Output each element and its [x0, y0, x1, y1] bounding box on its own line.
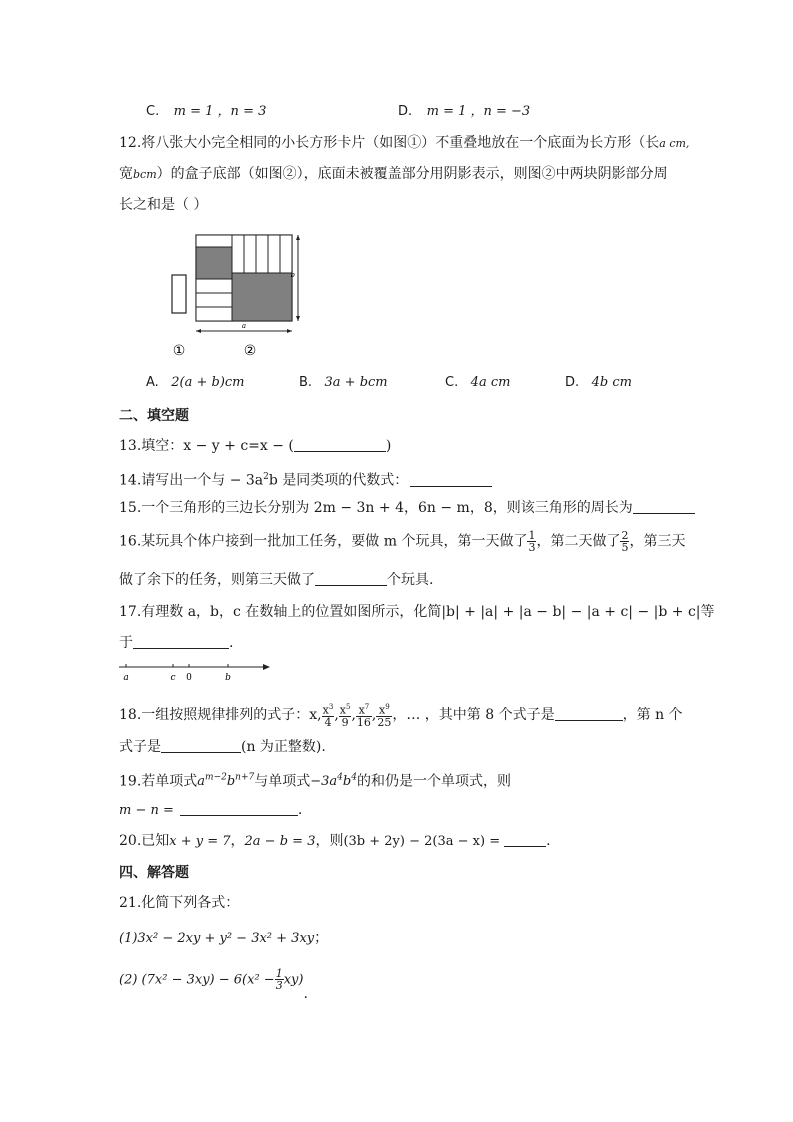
q18-text: ，… ，其中第 8 个式子是 — [392, 706, 555, 723]
q12-text: 12.将八张大小完全相同的小长方形卡片（如图①）不重叠地放在一个底面为长方形（长 — [119, 135, 660, 151]
q12-option-c — [445, 372, 510, 393]
q20-text: . — [546, 833, 551, 849]
monomial-2: $-3a^4b^4$ — [310, 773, 357, 790]
fraction-two-fifths: $\frac{2}{5}$ — [621, 529, 629, 554]
option-label: C. — [445, 375, 459, 390]
q21-expression-2-end: xy) — [283, 972, 304, 988]
q12-figure — [160, 225, 310, 360]
axis-label-a: a — [123, 673, 129, 683]
figure-2-label: ② — [243, 343, 257, 359]
option-label: A. — [146, 375, 159, 390]
question-21-part-2 — [119, 967, 308, 1002]
answer-blank[interactable] — [633, 498, 695, 514]
q12-text: ）的盒子底部（如图②），底面未被覆盖部分用阴影表示，则图②中两块阴影部分周 — [156, 166, 668, 182]
shaded-region-right — [232, 273, 292, 321]
q20-expression: (3b + 2y) − 2(3a − x) = — [343, 834, 501, 849]
q19-text: 的和仍是一个单项式，则 — [356, 773, 511, 790]
q16-text: 16.某玩具个体户接到一批加工任务，要做 m 个玩具，第一天做了 — [119, 533, 528, 550]
fraction-x3-4: $\frac{x^3}{4}$ — [322, 703, 334, 729]
q12-length: a cm, — [659, 137, 690, 150]
fraction-x5-9: $\frac{x^5}{9}$ — [339, 703, 351, 729]
q20-equation-1: x + y = 7 — [169, 834, 231, 849]
q18-text: 式子是 — [119, 739, 161, 755]
card-figure-1 — [172, 275, 186, 313]
answer-blank[interactable] — [555, 705, 623, 721]
option-text: 3a + bcm — [324, 375, 388, 390]
question-17-line-2 — [119, 633, 233, 653]
question-21-part-1 — [119, 928, 328, 949]
q17-text: . — [229, 635, 234, 651]
q12-width: bcm — [133, 168, 157, 181]
question-18-line-1: 18.一组按照规律排列的式子：x, $\frac{x^3}{4}$ , $\frac{x^5}{9}$ , $\frac{x^7}{16}$ , $\frac{x^9}{25}$ ，… ，其中第 8 个式子是 ，第 n 个 — [119, 703, 683, 729]
number-line — [116, 660, 276, 684]
question-16-line-1 — [119, 530, 685, 553]
fraction-one-third: $\frac{1}{3}$ — [275, 967, 283, 992]
question-17-line-1: 17.有理数 a，b，c 在数轴上的位置如图所示，化简|b| + |a| + |a − b| − |a + c| − |b + c|等 — [119, 604, 715, 620]
section-title: 二、填空题 — [119, 408, 189, 424]
option-text: m = 1 ，n = −3 — [426, 104, 531, 119]
answer-blank[interactable] — [180, 800, 298, 816]
q19-expression: m − n = — [119, 803, 174, 818]
fraction-x9-25: $\frac{x^9}{25}$ — [377, 703, 392, 729]
q14-text: b 是同类项的代数式： — [268, 472, 409, 489]
option-label: B. — [299, 375, 313, 390]
q19-text: 19.若单项式 — [119, 773, 198, 790]
q20-text: 20.已知 — [119, 833, 170, 849]
q13-text: 13.填空：x − y + c=x − ( — [119, 438, 294, 454]
question-19-line-2: m − n = . — [119, 802, 303, 818]
option-label: C. — [146, 104, 160, 119]
q18-text: 18.一组按照规律排列的式子：x, — [119, 706, 322, 723]
q17-text: 于 — [119, 635, 133, 651]
q12-option-a — [146, 372, 245, 393]
axis-label-b: b — [225, 673, 231, 683]
answer-blank[interactable] — [315, 570, 387, 586]
dimension-a: a — [241, 322, 247, 330]
q14-text: 14.请写出一个与 − 3a — [119, 472, 264, 489]
option-label: D. — [398, 104, 413, 119]
q21-expression-2: (2) (7x² − 3xy) − 6(x² − — [119, 972, 275, 988]
q13-text: ) — [385, 438, 392, 454]
q16-text: 个玩具. — [387, 572, 434, 588]
option-label: D. — [565, 375, 580, 390]
q21-punct: ； — [314, 930, 329, 946]
question-19-line-1 — [119, 768, 511, 792]
question-20 — [119, 831, 551, 852]
question-18-line-2 — [119, 737, 326, 757]
q20-equation-2: 2a − b = 3 — [244, 834, 316, 849]
option-text: 4a cm — [470, 375, 511, 390]
q18-text: ，第 n 个 — [622, 706, 683, 723]
question-14 — [119, 467, 492, 491]
answer-blank[interactable] — [133, 633, 229, 649]
option-text: m = 1 ，n = 3 — [173, 104, 267, 119]
q12-option-d — [565, 372, 632, 393]
axis-label-c: c — [170, 673, 176, 683]
answer-blank[interactable] — [410, 471, 492, 487]
question-21-title: 21.化简下列各式： — [119, 895, 240, 911]
option-text: 2(a + b)cm — [171, 375, 245, 390]
q21-expression-1: (1)3x² − 2xy + y² − 3x² + 3xy — [119, 931, 315, 946]
fraction-x7-16: $\frac{x^7}{16}$ — [356, 703, 371, 729]
answer-blank[interactable] — [504, 831, 546, 847]
question-13 — [119, 436, 391, 456]
dimension-b: b — [290, 271, 295, 279]
q19-text: 与单项式 — [254, 773, 311, 790]
q12-text: 宽 — [119, 166, 133, 182]
q15-text: 15.一个三角形的三边长分别为 2m − 3n + 4，6n − m，8，则该三角形的周长为 — [119, 500, 633, 516]
q18-text: (n 为正整数). — [241, 739, 326, 755]
figure-1-label: ① — [172, 343, 186, 359]
q16-text: 做了余下的任务，则第三天做了 — [119, 572, 315, 588]
question-12-line-1 — [119, 133, 689, 154]
axis-label-0: 0 — [186, 673, 192, 683]
q16-text: ，第三天 — [629, 533, 686, 550]
q20-text: ， — [230, 833, 245, 849]
question-16-line-2 — [119, 570, 433, 590]
option-text: 4b cm — [591, 375, 632, 390]
q20-text: ，则 — [315, 833, 344, 849]
q21-punct: . — [303, 985, 308, 1002]
question-15 — [119, 498, 695, 518]
fraction-one-third: $\frac{1}{3}$ — [528, 529, 536, 554]
question-12-line-2 — [119, 164, 668, 185]
option-c — [146, 101, 266, 122]
question-12-line-3: 长之和是（ ） — [119, 197, 208, 213]
q16-text: ，第二天做了 — [536, 533, 621, 550]
answer-blank[interactable] — [294, 436, 386, 452]
section-title: 四、解答题 — [119, 865, 189, 881]
answer-blank[interactable] — [161, 737, 241, 753]
q12-option-b — [299, 372, 388, 393]
monomial-1: $a^{m-2}b^{n+7}$ — [197, 773, 255, 790]
q14-exponent: 2 — [263, 472, 269, 482]
shaded-region-left — [196, 247, 232, 279]
option-d — [398, 101, 530, 122]
